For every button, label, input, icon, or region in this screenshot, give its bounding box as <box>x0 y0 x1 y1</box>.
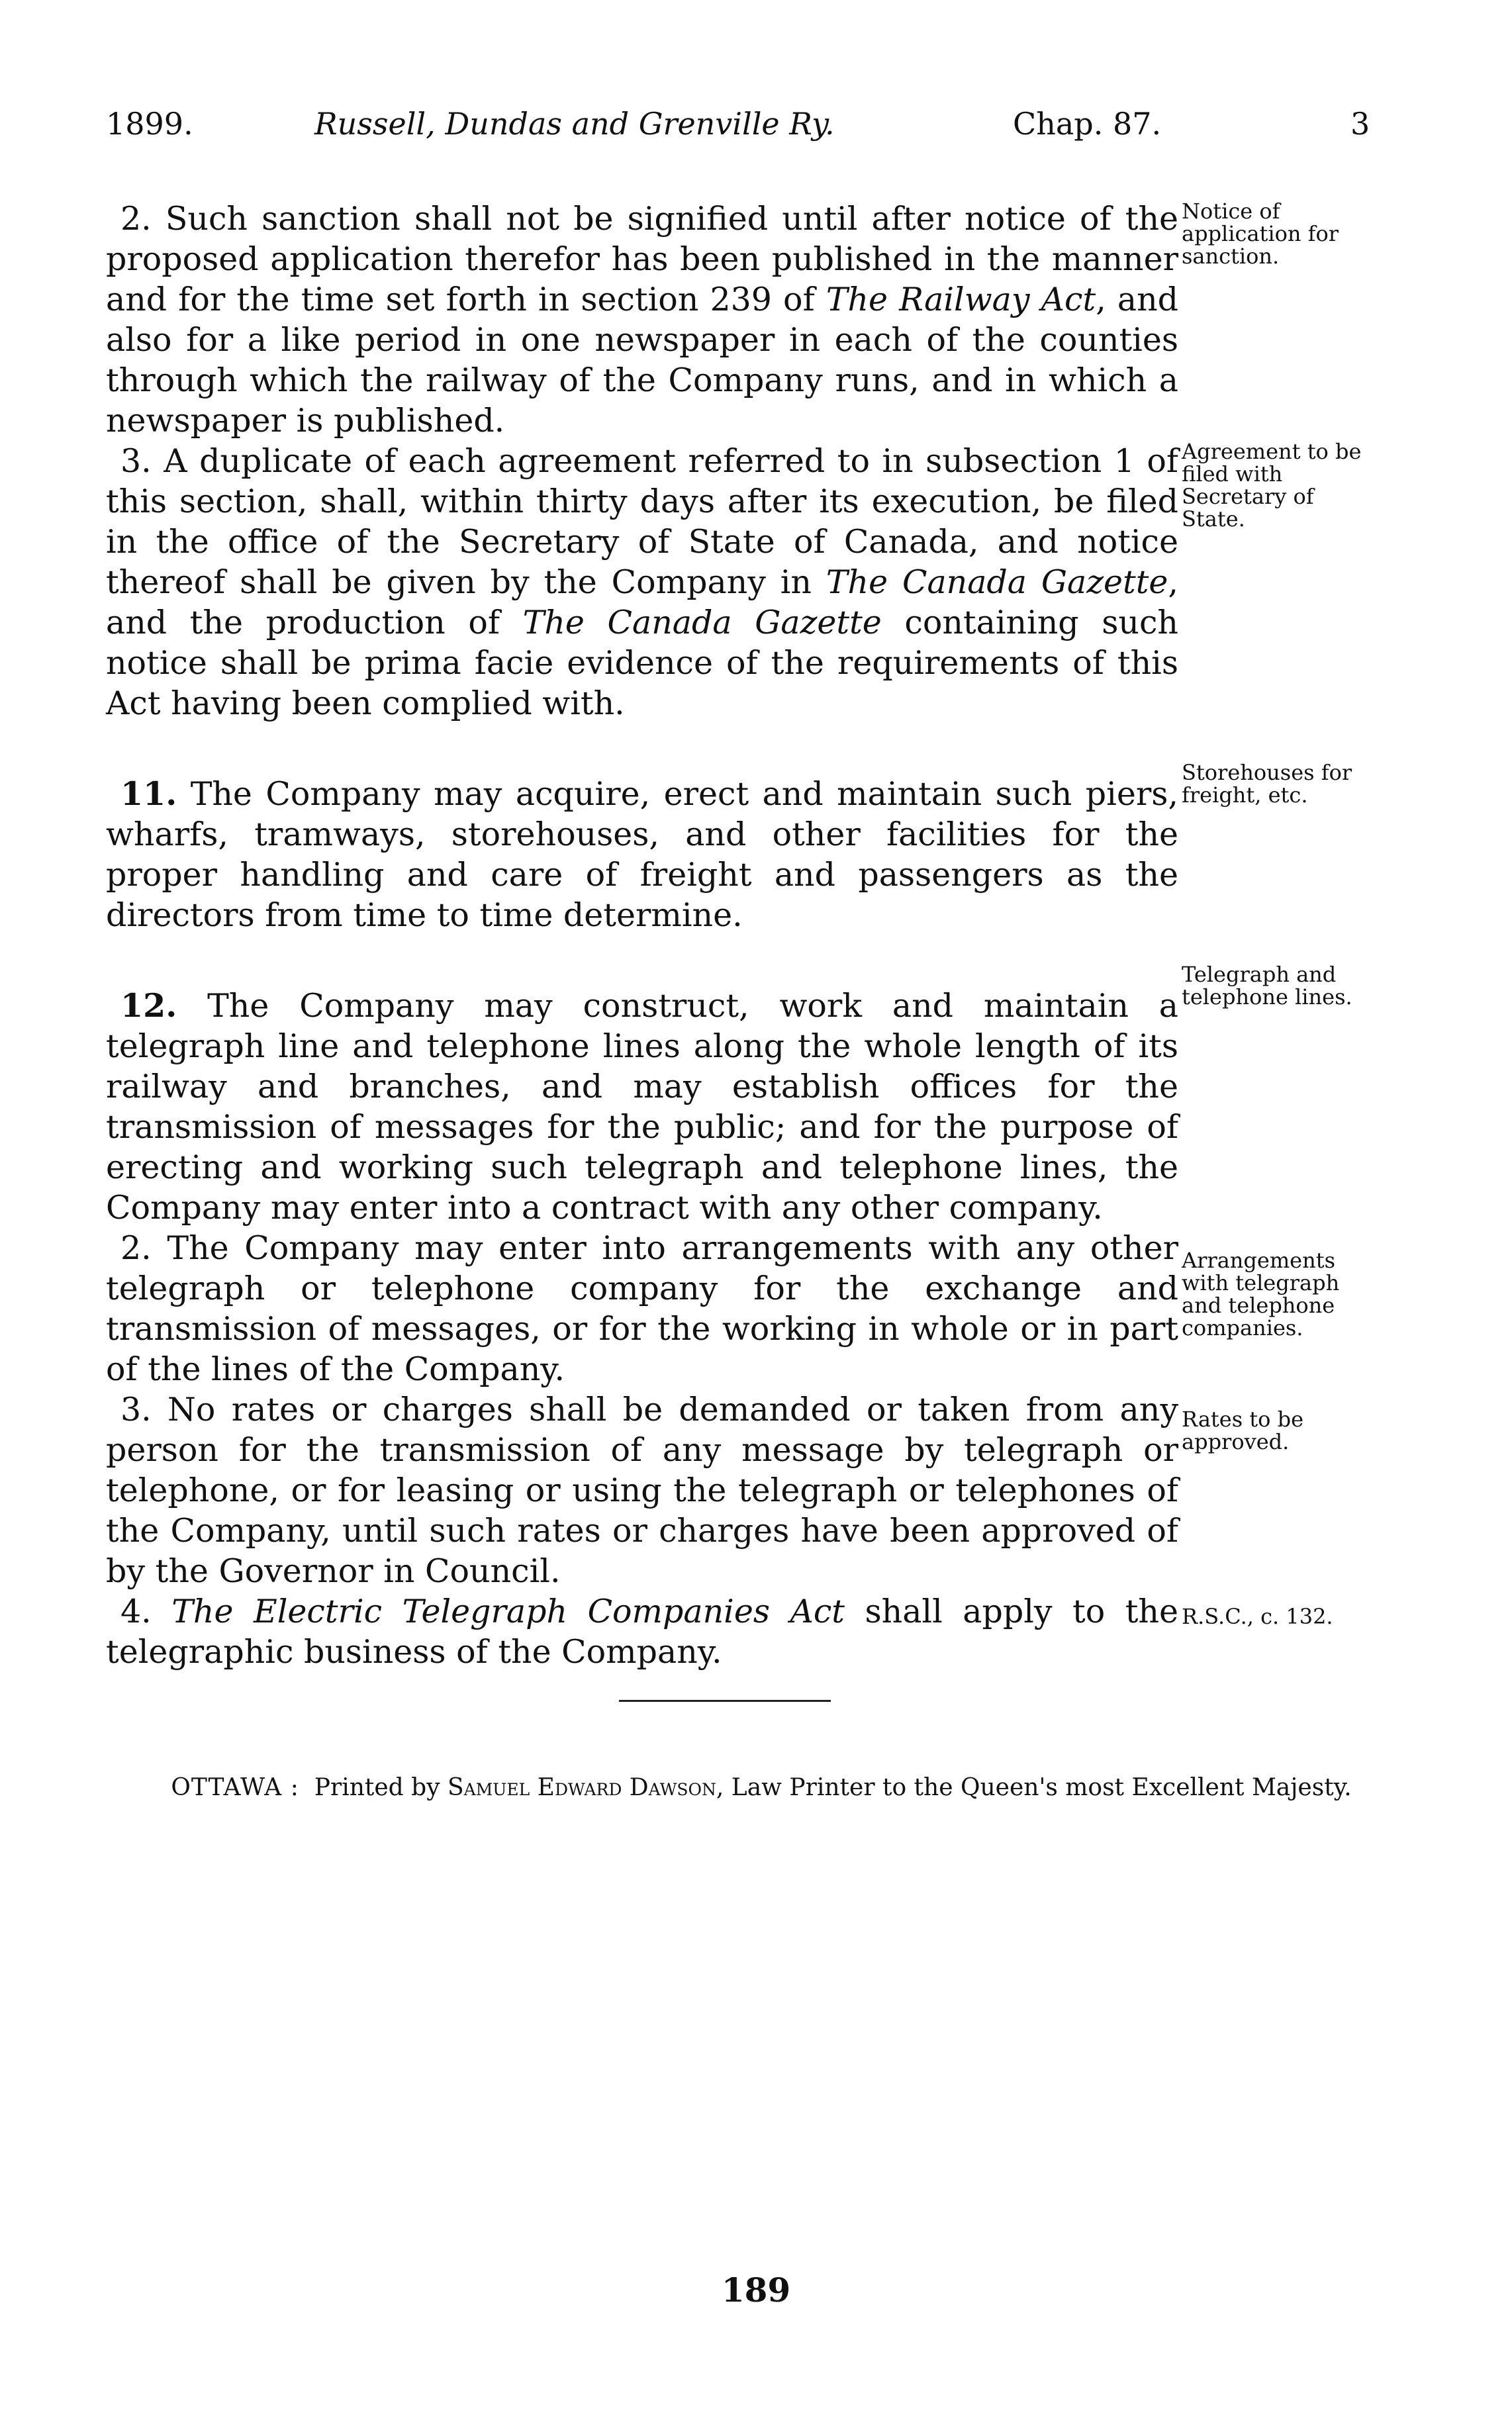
printer-name: Samuel Edward Dawson <box>447 1774 716 1801</box>
text-run: 4. <box>120 1593 172 1630</box>
text-run: , and the production of <box>106 563 1178 641</box>
text-run: shall apply to the telegraphic business of the Company. <box>106 1593 1178 1671</box>
act-title: The Railway Act <box>826 281 1096 318</box>
closing-rule <box>619 1700 831 1702</box>
margin-note-storehouses: Storehouses for freight, etc. <box>1182 760 1352 808</box>
text-run: 3. A duplicate of each agreement referred to in subsection 1 of this section, shall, within thirty days after its execution, be filed in the office of the Secretary of State of Canada, and notice thereof shall be given by the Company in <box>106 442 1178 601</box>
text-run: containing such notice shall be prima facie evidence of the requirements of this Act having been complied with. <box>106 604 1178 722</box>
margin-note-arrangements: Arrangements with telegraph and telephone companies. <box>1182 1248 1340 1340</box>
text-run: The Company may acquire, erect and maintain such piers, wharfs, tramways, storehouses, and other facilities for the proper handling and care of freight and passengers as the directors from time to time determine. <box>106 775 1178 934</box>
margin-note-notice: Notice of application for sanction. <box>1182 199 1339 269</box>
subsection-12-3 <box>106 1389 1178 1591</box>
printer-text-a: Printed by <box>314 1774 448 1801</box>
act-title: The Canada Gazette <box>522 604 882 641</box>
act-title: The Electric Telegraph Companies Act <box>171 1593 845 1630</box>
margin-note-telegraph: Telegraph and telephone lines. <box>1182 962 1352 1009</box>
text-run: The Company may construct, work and maintain a telegraph line and telephone lines along the whole length of its railway and branches, and may establish offices for the transmission of messages for the public; and for the purpose of erecting and working such telegraph and telephone lines, the Company may enter into a contract with any other company. <box>106 987 1178 1227</box>
printer-imprint <box>139 1774 1384 1802</box>
subsection-12-2 <box>106 1228 1178 1389</box>
body-text <box>106 199 1178 1672</box>
header-title: Russell, Dundas and Grenville Ry. <box>314 106 835 142</box>
section-number: 12. <box>120 986 177 1025</box>
margin-note-rsc: R.S.C., c. 132. <box>1182 1604 1333 1629</box>
text-run: , and also for a like period in one newspaper in each of the counties through which the railway of the Company runs, and in which a newspaper is published. <box>106 281 1178 440</box>
printer-place: OTTAWA : <box>171 1774 299 1801</box>
header-year: 1899. <box>106 106 193 142</box>
margin-note-agreement: Agreement to be filed with Secretary of State. <box>1182 439 1362 532</box>
header-page-number: 3 <box>1350 106 1370 142</box>
section-11 <box>106 774 1178 935</box>
text-run: 2. The Company may enter into arrangements with any other telegraph or telephone company for the exchange and transmission of messages, or for the working in whole or in part of the lines of the Company. <box>106 1229 1178 1388</box>
running-header <box>106 106 1377 152</box>
act-title: The Canada Gazette <box>826 563 1168 601</box>
printer-text-b: , Law Printer to the Queen's most Excellent Majesty. <box>716 1774 1352 1801</box>
subsection-10-3 <box>106 441 1178 724</box>
folio-number: 189 <box>721 2270 791 2310</box>
header-chapter: Chap. 87. <box>1013 106 1162 142</box>
subsection-12-4 <box>106 1591 1178 1672</box>
subsection-10-2 <box>106 199 1178 441</box>
section-12 <box>106 986 1178 1228</box>
text-run: 2. Such sanction shall not be signified until after notice of the proposed application therefor has been published in the manner and for the time set forth in section 239 of <box>106 200 1178 318</box>
margin-note-rates: Rates to be approved. <box>1182 1407 1304 1454</box>
section-number: 11. <box>120 774 177 813</box>
text-run: 3. No rates or charges shall be demanded or taken from any person for the transmission of any message by telegraph or telephone, or for leasing or using the telegraph or telephones of the Company, until such rates or charges have been approved of by the Governor in Council. <box>106 1391 1178 1590</box>
